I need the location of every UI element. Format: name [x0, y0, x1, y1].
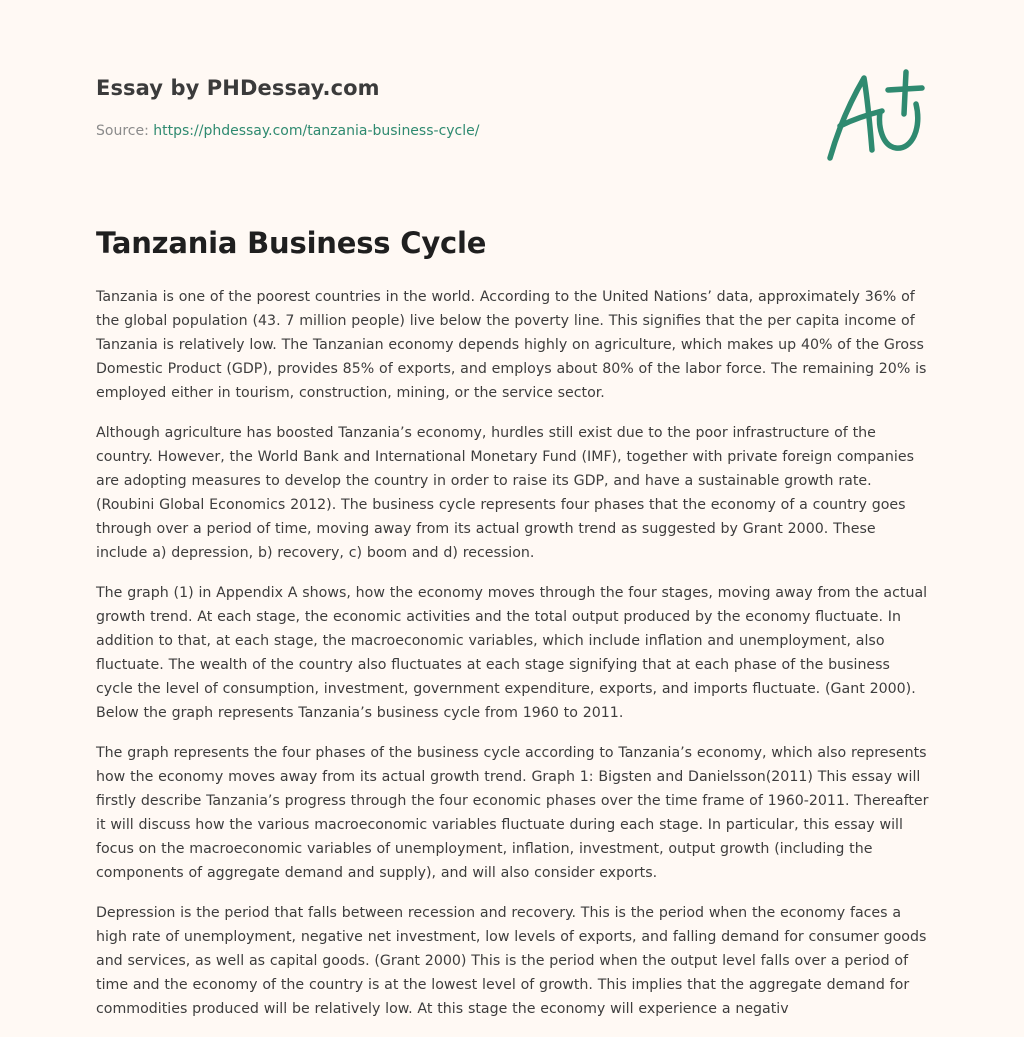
source-link[interactable]: https://phdessay.com/tanzania-business-cycle/: [153, 123, 480, 139]
a-plus-logo-icon: [824, 68, 928, 164]
source-line: [96, 123, 479, 139]
paragraph: The graph (1) in Appendix A shows, how the economy moves through the four stages, moving away from the actual growth trend. At each stage, the economic activities and the total output produced by the economy fluctuate. In addition to that, at each stage, the macroeconomic variables, which include inflation and unemployment, also fluctuate. The wealth of the country also fluctuates at each stage signifying that at each phase of the business cycle the level of consumption, investment, government expenditure, exports, and imports fluctuate. (Gant 2000). Below the graph represents Tanzania’s business cycle from 1960 to 2011.: [96, 585, 928, 721]
paragraph: Tanzania is one of the poorest countries in the world. According to the United Nations’ data, approximately 36% of the global population (43. 7 million people) live below the poverty line. This signifies that the per capita income of Tanzania is relatively low. The Tanzanian economy depends highly on agriculture, which makes up 40% of the Gross Domestic Product (GDP), provides 85% of exports, and employs about 80% of the labor force. The remaining 20% is employed either in tourism, construction, mining, or the service sector.: [96, 289, 927, 401]
paragraph: Although agriculture has boosted Tanzania’s economy, hurdles still exist due to the poor infrastructure of the country. However, the World Bank and International Monetary Fund (IMF), together with private foreign companies are adopting measures to develop the country in order to raise its GDP, and have a sustainable growth rate. (Roubini Global Economics 2012). The business cycle represents four phases that the economy of a country goes through over a period of time, moving away from its actual growth trend as suggested by Grant 2000. These include a) depression, b) recovery, c) boom and d) recession.: [96, 425, 914, 561]
paragraph: Depression is the period that falls between recession and recovery. This is the period when the economy faces a high rate of unemployment, negative net investment, low levels of exports, and falling demand for consumer goods and services, as well as capital goods. (Grant 2000) This is the period when the output level falls over a period of time and the economy of the country is at the lowest level of growth. This implies that the aggregate demand for commodities produced will be relatively low. At this stage the economy will experience a negativ: [96, 905, 927, 1017]
paragraph: The graph represents the four phases of the business cycle according to Tanzania’s economy, which also represents how the economy moves away from its actual growth trend. Graph 1: Bigsten and Danielsson(2011) This essay will firstly describe Tanzania’s progress through the four economic phases over the time frame of 1960-2011. Thereafter it will discuss how the various macroeconomic variables fluctuate during each stage. In particular, this essay will focus on the macroeconomic variables of unemployment, inflation, investment, output growth (including the components of aggregate demand and supply), and will also consider exports.: [96, 745, 929, 881]
site-title: Essay by PHDessay.com: [96, 76, 380, 100]
document-title: Tanzania Business Cycle: [96, 226, 487, 260]
source-label: Source:: [96, 123, 154, 139]
essay-body: [96, 285, 929, 1037]
